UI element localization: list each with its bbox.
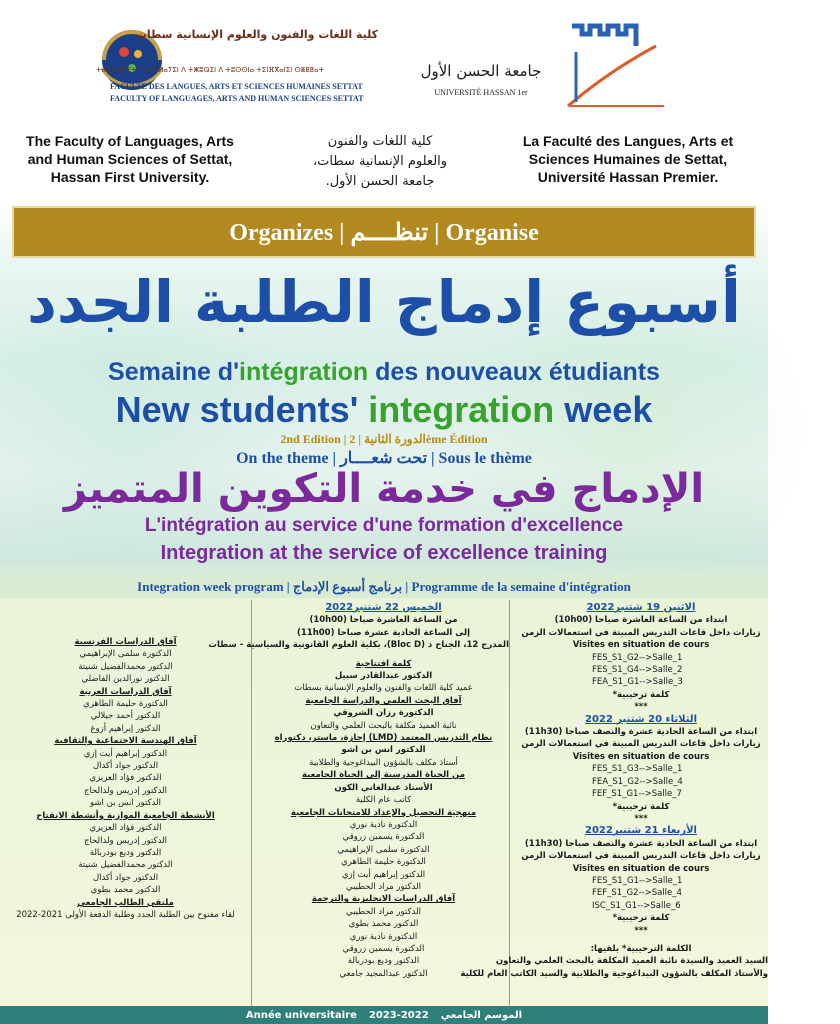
group-room-line: FEF_S1_G1-->Salle_7 (592, 789, 682, 800)
speaker-line: الدكتور مراد الحطيبي (346, 906, 421, 917)
footer-french: Année universitaire (245, 1009, 357, 1021)
header-arabic-line: كلية اللغات والفنون (327, 134, 433, 149)
speaker-line: الدكتورة سلمى الإبراهيمي (337, 844, 430, 855)
header-french (496, 132, 760, 186)
section-heading: آفاق الدراسات الانجليزية والترجمة (311, 894, 456, 905)
section-heading: منهجية التحصيل والإعداد للامتحانات الجامعية (290, 807, 477, 818)
edition-text: 2nd Edition | الدورة الثانية | 2ème Édition (280, 432, 488, 446)
title-english-highlight: integration (368, 389, 555, 430)
program-line: الدكتورة رزان الشروقي (333, 708, 434, 719)
theme-arabic (0, 462, 768, 516)
speaker-line: الدكتور عبدالمجيد جامعي (339, 968, 428, 979)
speaker-line: الدكتورة نادية نوري (349, 931, 418, 942)
title-english-part: week (554, 389, 653, 430)
theme-french (0, 514, 768, 538)
header-french-line: Université Hassan Premier. (537, 169, 719, 185)
edition-line (0, 432, 768, 447)
section-heading: آفاق الهندسة الاجتماعية والثقافية (54, 736, 197, 747)
day-heading: الخميس 22 شتنبر2022 (325, 602, 442, 613)
footer-arabic: الموسم الجامعي (440, 1009, 523, 1021)
program-line: ابتداء من الساعة الحادية عشرة والنصف صباحا (11h30) (524, 838, 758, 849)
speaker-line: الدكتور جواد أكدال (92, 872, 159, 883)
title-english (0, 388, 768, 432)
theme-arabic-text: الإدماج في خدمة التكوين المتميز (63, 466, 705, 512)
program-line: إلى الساعة الحادية عشرة صباحا (11h00) (297, 627, 470, 638)
speaker-line: نائبة العميد مكلفة بالبحث العلمي والتعاون (310, 720, 457, 731)
visit-label: Visites en situation de cours (572, 640, 710, 651)
header-english-line: The Faculty of Languages, Arts (26, 133, 234, 149)
program-line: السيد العميد والسيدة نائبة العميد المكلفة بالبحث العلمي والتعاون (495, 956, 768, 967)
speaker-line: عميد كلية اللغات والفنون والعلوم الإنسانية بسطات (294, 683, 473, 694)
speaker-line: الدكتور محمدالفضيل شنيتة (78, 860, 173, 871)
group-room-line: FEF_S1_G2-->Salle_4 (592, 888, 682, 899)
section-heading: ملتقى الطالب الجامعي (77, 897, 174, 908)
program-line: ابتداء من الساعة الحادية عشرة والنصف صباحا (11h30) (524, 727, 758, 738)
speaker-line: الدكتور إبراهيم أيت إزي (83, 748, 168, 759)
group-room-line: FES_S1_G2-->Salle_1 (592, 652, 683, 663)
program-line: من الساعة العاشرة صباحا (10h00) (309, 615, 458, 626)
section-heading: كلمة افتتاحية (355, 658, 412, 669)
speaker-line: الدكتورة سلمى الإبراهيمي (79, 649, 172, 660)
day-heading: الاثنين 19 شتنبر2022 (586, 602, 696, 613)
title-french (0, 356, 768, 388)
speaker-line: الدكتور محمد بطوي (348, 919, 419, 930)
section-heading: من الحياة المدرسية إلى الحياة الجامعية (302, 770, 465, 781)
speaker-line: الدكتور إدريس ولدالحاج (83, 835, 168, 846)
speaker-line: أستاذ مكلف بالشؤون البيداغوجية والطلابية (309, 757, 458, 768)
program-line: الأستاذ عبدالغاني الكون (334, 782, 433, 793)
group-room-line: FES_S1_G3-->Salle_1 (592, 764, 683, 775)
speaker-line: الدكتور أحمد جيلالي (90, 711, 161, 722)
speaker-line: الدكتور جواد أكدال (92, 761, 159, 772)
program-line: كلمة ترحيبية* (612, 689, 670, 700)
university-logo-arabic: جامعة الحسن الأول (420, 62, 542, 80)
program-column-left (0, 600, 252, 1024)
speaker-line: الدكتور انس بن اشو (90, 798, 161, 809)
group-room-line: FEA_S1_G1-->Salle_3 (592, 677, 683, 688)
speaker-line: الدكتور إدريس ولدالحاج (83, 785, 168, 796)
speaker-line: الدكتورة حليمة الطاهري (341, 857, 426, 868)
title-french-part: Semaine d' (108, 358, 240, 386)
program-line: كلمة ترحيبية* (612, 801, 670, 812)
day-heading: الثلاثاء 20 شتنبر 2022 (585, 713, 697, 725)
university-logo-french: UNIVERSITÉ HASSAN 1er (434, 88, 528, 97)
program-line: ابتداء من الساعة العاشرة صباحا (10h00) (554, 615, 728, 626)
speaker-line: لقاء مفتوح بين الطلبة الجدد وطلبة الدفعة الأولى 2021-2022 (16, 909, 235, 920)
speaker-line: الدكتورة حليمة الطاهري (83, 699, 168, 710)
group-room-line: FEA_S1_G2-->Salle_4 (592, 776, 683, 787)
program-line: الدكتور انس بن اشو (341, 745, 426, 756)
title-french-highlight: intégration (239, 358, 369, 386)
theme-french-text: L'intégration au service d'une formation d'excellence (144, 515, 624, 536)
speaker-line: الدكتورة يسمين زروقي (342, 832, 425, 843)
speaker-line: الدكتورة يسمين زروقي (342, 943, 425, 954)
visit-label: Visites en situation de cours (572, 751, 710, 762)
group-room-line: FES_S1_G1-->Salle_1 (592, 875, 683, 886)
program-line: زيارات داخل قاعات التدريس المبينة في استعمالات الزمن (521, 739, 761, 750)
faculty-logo-arabic: كلية اللغات والفنون والعلوم الإنسانية سطات (135, 28, 378, 41)
speaker-line: الدكتور إبراهيم أزوغ (90, 723, 161, 734)
speaker-line: الدكتورة نادية نوري (349, 819, 418, 830)
program-line: *** (634, 925, 648, 936)
program-line: المدرج 12، الجناح د (Bloc D)، بكلية العلوم القانونية والسياسية - سطات (208, 640, 509, 651)
speaker-line: الدكتور فؤاد العزيزي (89, 773, 162, 784)
group-room-line: FES_S1_G4-->Salle_2 (592, 665, 683, 676)
title-english-part: New students' (115, 389, 369, 430)
program-line: والأستاذ المكلف بالشؤون البيداغوجية والطلابية والسيد الكاتب العام للكلية (460, 968, 768, 979)
program-line: كلمة ترحيبية* (612, 913, 670, 924)
speaker-line: الدكتور مراد الحطيبي (346, 881, 421, 892)
university-logo (410, 22, 670, 112)
title-arabic-text: أسبوع إدماج الطلبة الجدد (27, 268, 741, 336)
program-line: زيارات داخل قاعات التدريس المبينة في استعمالات الزمن (521, 851, 761, 862)
program-title-text: Integration week program | برنامج أسبوع الإدماج | Programme de la semaine d'intégration (137, 579, 631, 594)
program-column-middle (208, 600, 510, 1024)
day-heading: الأربعاء 21 شتنبر2022 (585, 825, 697, 837)
speaker-line: كاتب عام الكلية (355, 795, 412, 806)
faculty-logo (96, 20, 386, 110)
header-english-line: and Human Sciences of Settat, (27, 151, 233, 167)
header-french-line: Sciences Humaines de Settat, (528, 151, 728, 167)
theme-english-text: Integration at the service of excellence training (160, 542, 608, 564)
faculty-logo-french: FACULTE DES LANGUES, ARTS ET SCIENCES HUMAINES SETTAT (110, 82, 363, 91)
title-french-part: des nouveaux étudiants (368, 358, 660, 386)
section-heading: آفاق البحث العلمي والدراسة الجامعية (305, 695, 462, 706)
group-room-line: ISC_S1_G1-->Salle_6 (592, 900, 681, 911)
faculty-logo-english: FACULTY OF LANGUAGES, ARTS AND HUMAN SCIENCES SETTAT (110, 94, 364, 103)
title-arabic (0, 262, 768, 342)
header-arabic-line: والعلوم الإنسانية سطات، (312, 154, 448, 169)
organizes-text: Organizes | تنظــــم | Organise (229, 219, 539, 246)
header-arabic-line: جامعة الحسن الأول. (325, 174, 435, 189)
header-arabic (290, 132, 470, 192)
header-english-line: Hassan First University. (50, 169, 210, 185)
program-line: الدكتور عبدالقادر سبيل (334, 671, 433, 682)
organizes-banner (12, 206, 756, 258)
theme-english (0, 540, 768, 566)
theme-label-text: On the theme | تحت شعــــار | Sous le thème (236, 450, 532, 467)
footer-years: 2023-2022 (368, 1009, 429, 1021)
section-heading: آفاق الدراسات الفرنسية (74, 637, 177, 647)
speaker-line: الدكتور محمد بطوي (90, 885, 161, 896)
section-heading: نظام التدريس المعتمد (LMD) إجازة، ماستر، دكتوراه (274, 733, 493, 744)
section-heading: الأنشطة الجامعية الموازية وأنشطة الانفتاح (36, 810, 215, 821)
speaker-line: الدكتور محمدالفضيل شنيتة (78, 661, 173, 672)
speaker-line: الدكتور نورالدين الفاضلي (81, 674, 170, 685)
visit-label: Visites en situation de cours (572, 863, 710, 874)
speaker-line: الدكتور وديع بودربالة (347, 956, 420, 967)
header-french-line: La Faculté des Langues, Arts et (522, 133, 734, 149)
castle-logo-icon (556, 22, 666, 110)
section-heading: آفاق الدراسات العربية (79, 686, 172, 697)
program-line: زيارات داخل قاعات التدريس المبينة في استعمالات الزمن (521, 627, 761, 638)
program-line: *** (634, 813, 648, 824)
speaker-line: الدكتور فؤاد العزيزي (89, 823, 162, 834)
speaker-line: الدكتور إبراهيم أيت إزي (341, 869, 426, 880)
speaker-line: الدكتور وديع بودربالة (89, 847, 162, 858)
faculty-logo-tifinagh: ⵜⴰⵙⴷⴰⵡⵉⵜ ⵏ ⵜⵓⵜⵍⴰⵢⵉⵏ ⴷ ⵜⵥⵓⵕⵉⵏ ⴷ ⵜⵓⵙⵙⵏⴰ ⵜⵉⵏⴼⴳⴰⵏⵉⵏ ⵙⴻⵟⵟⴰⵜ (96, 66, 325, 74)
footer-bar (0, 1006, 768, 1024)
header-english (10, 132, 250, 186)
program-title-bar (0, 576, 768, 598)
program-line: *** (634, 702, 648, 713)
program-line: الكلمة الترحيبية* يلقيها: (590, 943, 692, 954)
